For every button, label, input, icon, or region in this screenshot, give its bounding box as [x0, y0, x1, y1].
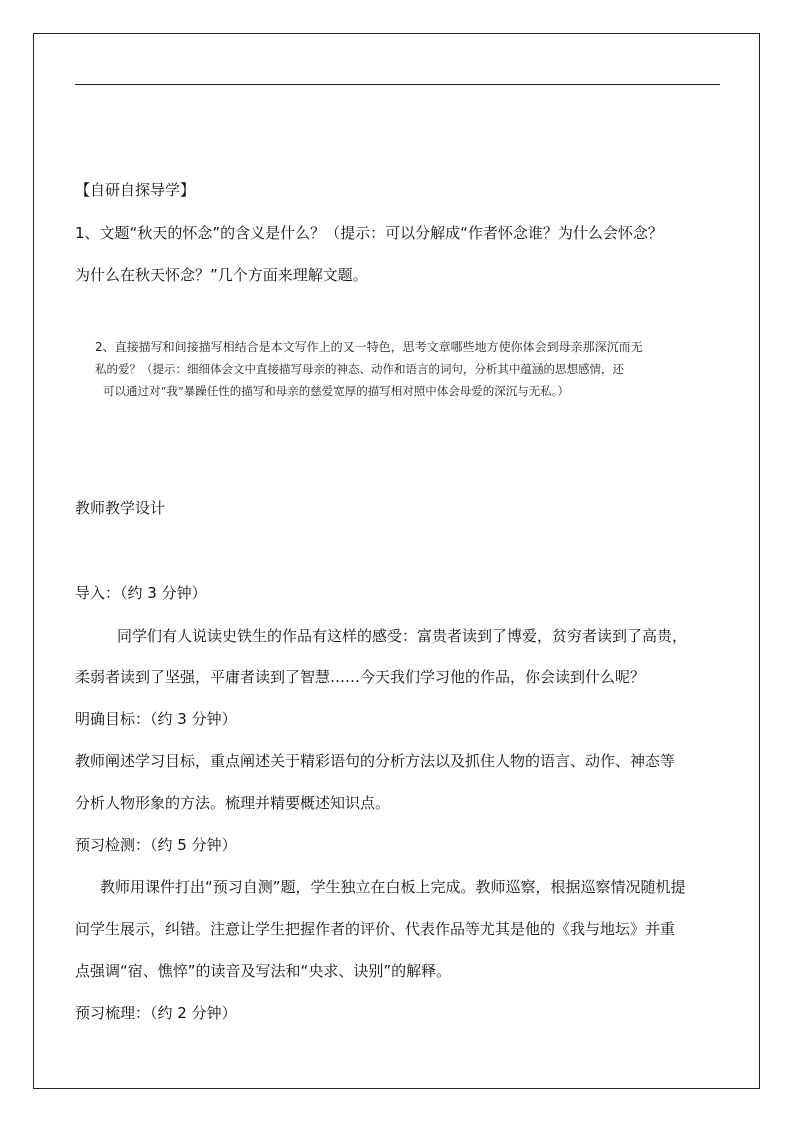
question-1-line-2: 为什么在秋天怀念？”几个方面来理解文题。: [75, 266, 368, 284]
intro-line-1: 同学们有人说读史铁生的作品有这样的感受：富贵者读到了博爱，贫穷者读到了高贵，: [117, 627, 688, 645]
question-2-line-1: 2、直接描写和间接描写相结合是本文写作上的又一特色，思考文章哪些地方使你体会到母亲那深沉而无: [95, 340, 643, 354]
teacher-design-title: 教师教学设计: [75, 499, 166, 517]
preview-check-line-2: 问学生展示，纠错。注意让学生把握作者的评价、代表作品等尤其是他的《我与地坛》并重: [75, 920, 676, 938]
question-2-block: [95, 336, 715, 402]
preview-check-line-1: 教师用课件打出“预习自测”题，学生独立在白板上完成。教师巡察，根据巡察情况随机提: [100, 878, 686, 896]
intro-line-2: 柔弱者读到了坚强，平庸者读到了智慧……今天我们学习他的作品，你会读到什么呢？: [75, 668, 646, 686]
header-rule: [75, 84, 720, 85]
question-2-line-2: 私的爱？（提示：细细体会文中直接描写母亲的神态、动作和语言的词句，分析其中蕴涵的思想感情，还: [95, 362, 624, 376]
preview-check-label: 预习检测：（约 5 分钟）: [75, 836, 237, 854]
goals-label: 明确目标：（约 3 分钟）: [75, 710, 237, 728]
preview-check-line-3: 点强调“宿、憔悴”的读音及写法和“央求、诀别”的解释。: [75, 962, 452, 980]
intro-label: 导入：（约 3 分钟）: [75, 584, 207, 602]
question-1-line-1: 1、文题“秋天的怀念”的含义是什么？（提示：可以分解成“作者怀念谁？为什么会怀念？: [75, 224, 663, 242]
preview-sort-label: 预习梳理：（约 2 分钟）: [75, 1004, 237, 1022]
goals-line-1: 教师阐述学习目标，重点阐述关于精彩语句的分析方法以及抓住人物的语言、动作、神态等: [75, 752, 676, 770]
goals-line-2: 分析人物形象的方法。梳理并精要概述知识点。: [75, 794, 391, 812]
question-2-line-3: 可以通过对“我”暴躁任性的描写和母亲的慈爱宽厚的描写相对照中体会母爱的深沉与无私。）: [103, 384, 570, 398]
section-heading: 【自研自探导学】: [75, 181, 196, 199]
